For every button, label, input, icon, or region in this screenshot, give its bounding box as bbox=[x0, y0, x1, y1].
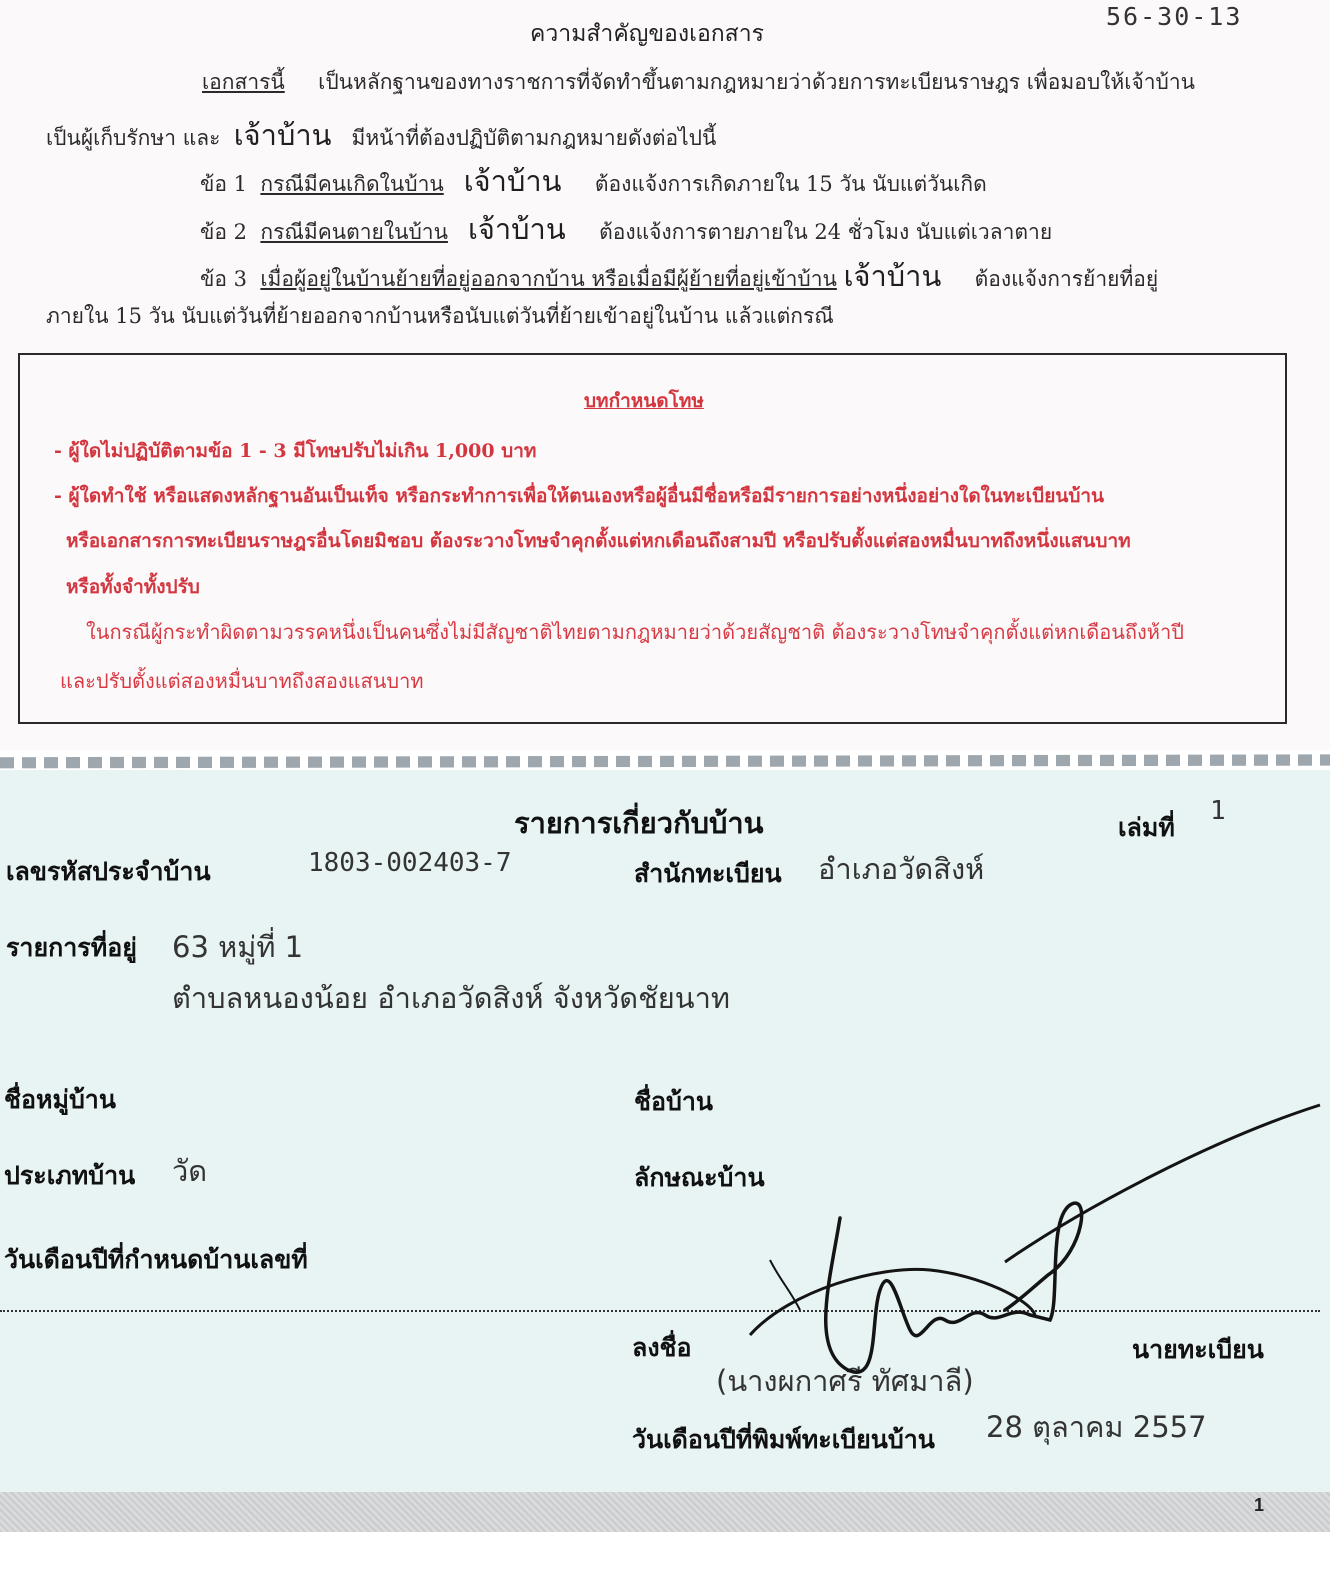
volume-value: 1 bbox=[1210, 796, 1226, 826]
rule-1-owner: เจ้าบ้าน bbox=[463, 164, 562, 198]
house-type-value: วัด bbox=[172, 1154, 208, 1188]
house-record-title: รายการเกี่ยวกับบ้าน bbox=[514, 806, 764, 840]
house-name-label: ชื่อบ้าน bbox=[634, 1087, 713, 1116]
keep-line-start: เป็นผู้เก็บรักษา และ bbox=[46, 126, 221, 150]
address-line-1: 63 หมู่ที่ 1 bbox=[172, 930, 304, 964]
keep-line-end: มีหน้าที่ต้องปฏิบัติตามกฎหมายดังต่อไปนี้ bbox=[351, 126, 717, 150]
rule-2 bbox=[200, 206, 1052, 252]
volume-label: เล่มที่ bbox=[1118, 813, 1175, 842]
rule-1-text: ต้องแจ้งการเกิดภายใน 15 วัน นับแต่วันเกิด bbox=[594, 172, 987, 196]
registrar-title: นายทะเบียน bbox=[1132, 1335, 1264, 1364]
penalty-line-5: ในกรณีผู้กระทำผิดตามวรรคหนึ่งเป็นคนซึ่งไม่มีสัญชาติไทยตามกฎหมายว่าด้วยสัญชาติ ต้องระวางโทษจำคุกตั้งแต่หกเดือนถึงห้าปี bbox=[86, 620, 1184, 644]
registry-label: สำนักทะเบียน bbox=[634, 859, 782, 888]
intro-text: เป็นหลักฐานของทางราชการที่จัดทำขึ้นตามกฎหมายว่าด้วยการทะเบียนราษฎร เพื่อมอบให้เจ้าบ้าน bbox=[318, 70, 1196, 94]
rule-3-number: ข้อ 3 bbox=[200, 267, 248, 291]
penalty-line-3: หรือเอกสารการทะเบียนราษฎรอื่นโดยมิชอบ ต้องระวางโทษจำคุกตั้งแต่หกเดือนถึงสามปี หรือปรับตั้งแต่สองหมื่นบาทถึงหนึ่งแสนบาท bbox=[66, 530, 1131, 552]
penalty-line-6: และปรับตั้งแต่สองหมื่นบาทถึงสองแสนบาท bbox=[60, 669, 424, 693]
village-name-label: ชื่อหมู่บ้าน bbox=[4, 1085, 116, 1114]
page-number: 1 bbox=[1254, 1495, 1265, 1515]
rule-3-case: เมื่อผู้อยู่ในบ้านย้ายที่อยู่ออกจากบ้าน หรือเมื่อมีผู้ย้ายที่อยู่เข้าบ้าน bbox=[260, 267, 837, 291]
sign-label: ลงชื่อ bbox=[632, 1333, 692, 1362]
assigned-date-label: วันเดือนปีที่กำหนดบ้านเลขที่ bbox=[4, 1245, 308, 1274]
penalty-line-1: - ผู้ใดไม่ปฏิบัติตามข้อ 1 - 3 มีโทษปรับไม่เกิน 1,000 บาท bbox=[54, 440, 537, 462]
registrar-name: (นางผกาศรี ทัศมาลี) bbox=[716, 1364, 974, 1398]
print-date-label: วันเดือนปีที่พิมพ์ทะเบียนบ้าน bbox=[632, 1425, 935, 1454]
print-date-value: 28 ตุลาคม 2557 bbox=[986, 1410, 1207, 1444]
intro-word: เอกสารนี้ bbox=[202, 70, 285, 94]
penalty-heading: บทกำหนดโทษ bbox=[584, 390, 704, 412]
section-title: ความสำคัญของเอกสาร bbox=[530, 21, 764, 47]
house-id-value: 1803-002403-7 bbox=[308, 848, 512, 878]
address-label: รายการที่อยู่ bbox=[6, 933, 137, 962]
rule-1 bbox=[200, 158, 987, 204]
registrar-signature bbox=[730, 1100, 1330, 1400]
rule-1-case: กรณีมีคนเกิดในบ้าน bbox=[260, 172, 444, 196]
house-style-label: ลักษณะบ้าน bbox=[634, 1163, 765, 1192]
penalty-line-4: หรือทั้งจำทั้งปรับ bbox=[66, 576, 200, 598]
document-code: 56-30-13 bbox=[1106, 2, 1243, 31]
rule-3-continuation: ภายใน 15 วัน นับแต่วันที่ย้ายออกจากบ้านหรือนับแต่วันที่ย้ายเข้าอยู่ในบ้าน แล้วแต่กรณี bbox=[46, 304, 834, 328]
house-type-label: ประเภทบ้าน bbox=[4, 1161, 136, 1190]
rule-2-case: กรณีมีคนตายในบ้าน bbox=[260, 220, 448, 244]
rule-1-number: ข้อ 1 bbox=[200, 172, 248, 196]
rule-2-number: ข้อ 2 bbox=[200, 220, 248, 244]
registry-value: อำเภอวัดสิงห์ bbox=[818, 852, 985, 886]
penalty-line-2: - ผู้ใดทำใช้ หรือแสดงหลักฐานอันเป็นเท็จ หรือกระทำการเพื่อให้ตนเองหรือผู้อื่นมีชื่อหรือมีรายการอย่างหนึ่งอย่างใดในทะเบียนบ้าน bbox=[54, 485, 1105, 507]
page-footer-band bbox=[0, 1492, 1330, 1532]
rule-2-text: ต้องแจ้งการตายภายใน 24 ชั่วโมง นับแต่เวลาตาย bbox=[599, 220, 1053, 244]
owner-word: เจ้าบ้าน bbox=[233, 118, 332, 152]
rule-3-text: ต้องแจ้งการย้ายที่อยู่ bbox=[974, 267, 1159, 291]
rule-3-owner: เจ้าบ้าน bbox=[843, 259, 942, 293]
house-id-label: เลขรหัสประจำบ้าน bbox=[6, 857, 211, 886]
address-line-2: ตำบลหนองน้อย อำเภอวัดสิงห์ จังหวัดชัยนาท bbox=[172, 981, 731, 1015]
rule-3 bbox=[200, 253, 1158, 299]
rule-2-owner: เจ้าบ้าน bbox=[467, 212, 566, 246]
